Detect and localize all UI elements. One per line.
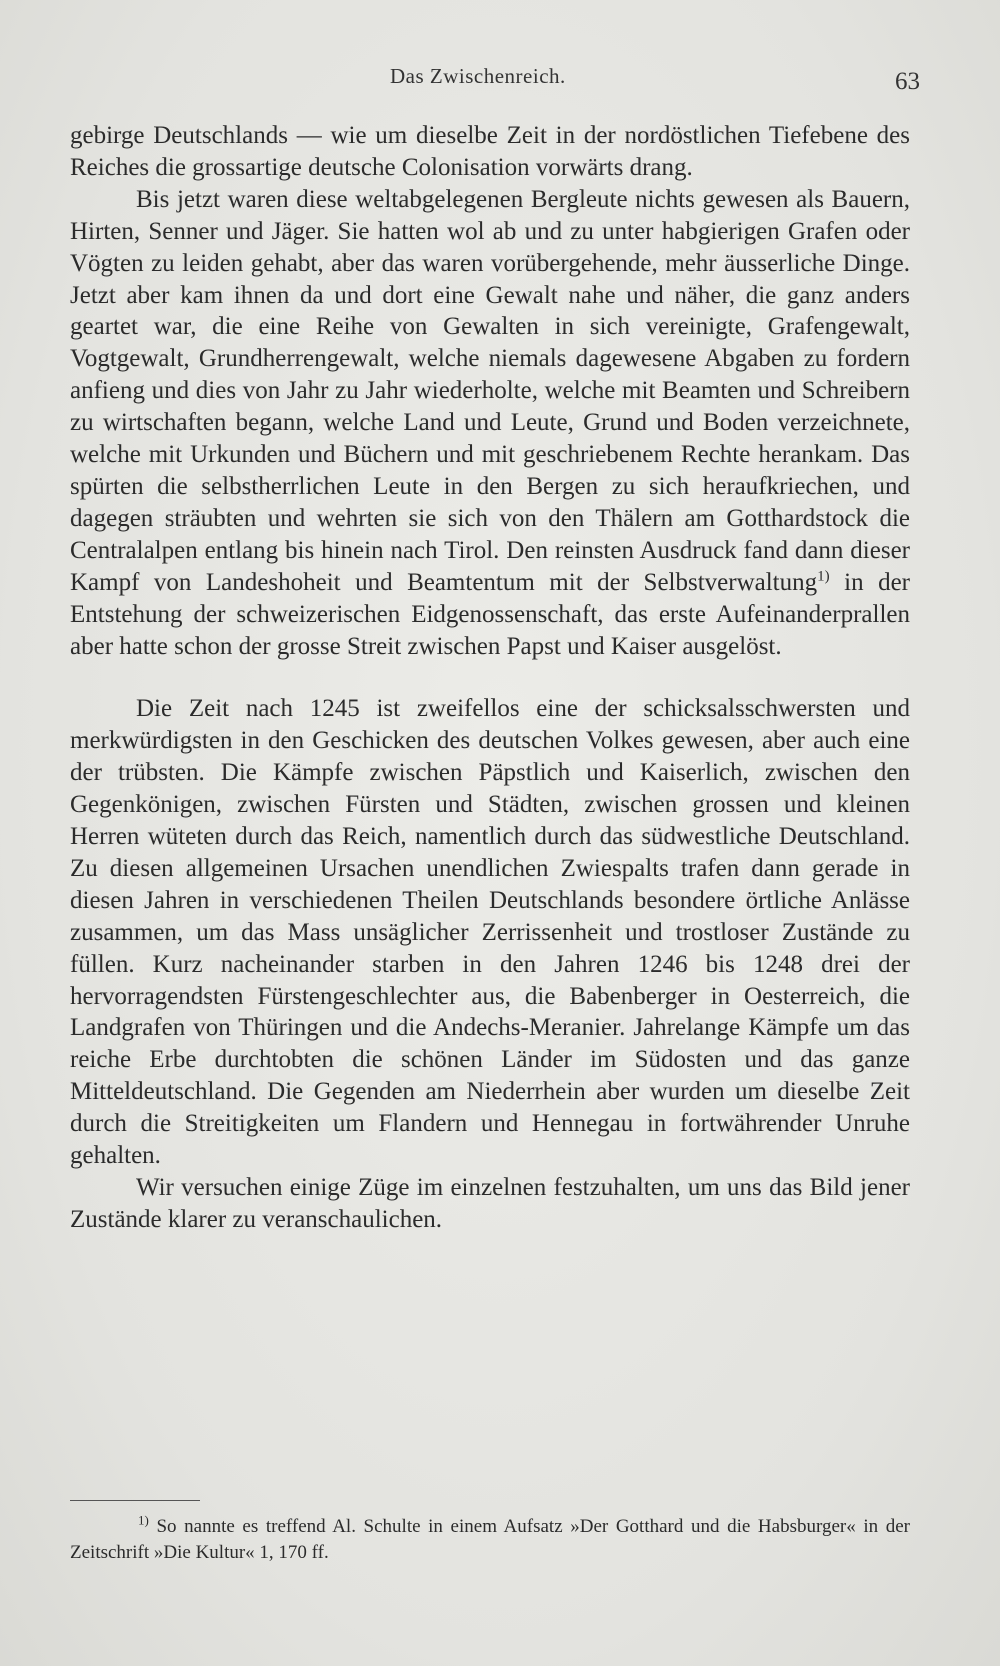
paragraph-mountain-folk (70, 184, 910, 663)
footnote-reference: 1) (817, 568, 830, 585)
body-text (70, 120, 910, 1236)
footnote (70, 1514, 910, 1566)
running-head: Das Zwischenreich. (390, 64, 566, 88)
footnote-text: So nannte es treffend Al. Schulte in einem Aufsatz »Der Gotthard und die Habsburger« in der Zeitschrift »Die Kultur« 1, 170 ff. (70, 1516, 910, 1563)
page-header (70, 64, 920, 100)
footnote-mark: 1) (138, 1512, 149, 1528)
page-number: 63 (895, 68, 920, 95)
paragraph-text-after: in der Entstehung der schweizerischen Eidgenossenschaft, das erste Aufeinanderprallen aber hatte schon der grosse Streit zwischen Papst und Kaiser ausgelöst. (70, 568, 910, 660)
paragraph-interregnum: Die Zeit nach 1245 ist zweifellos eine der schicksalsschwersten und merkwürdigsten in den Geschicken des deutschen Volkes gewesen, aber auch eine der trübsten. Die Kämpfe zwischen Päpstlich und Kaiserlich, zwischen den Gegenkönigen, zwischen Fürsten und Städten, zwischen grossen und kleinen Herren wüteten durch das Reich, namentlich durch das südwestliche Deutschland. Zu diesen allgemeinen Ursachen unendlichen Zwiespalts trafen dann gerade in diesen Jahren in verschiedenen Theilen Deutschlands besondere örtliche Anlässe zusammen, um das Mass unsäglicher Zerrissenheit und trostloser Zustände zu füllen. Kurz nacheinander starben in den Jahren 1246 bis 1248 drei der hervorragendsten Fürstengeschlechter aus, die Babenberger in Oesterreich, die Landgrafen von Thüringen und die Andechs-Meranier. Jahrelange Kämpfe um das reiche Erbe durchtobten die schönen Länder im Südosten und das ganze Mitteldeutschland. Die Gegenden am Niederrhein aber wurden um dieselbe Zeit durch die Streitigkeiten um Flandern und Hennegau in fortwährender Unruhe gehalten. (70, 695, 910, 1170)
paragraph-closing: Wir versuchen einige Züge im einzelnen festzuhalten, um uns das Bild jener Zustände klarer zu veranschaulichen. (70, 1174, 910, 1233)
paragraph-continuation: gebirge Deutschlands — wie um dieselbe Zeit in der nordöstlichen Tiefebene des Reiches die grossartige deutsche Colonisation vorwärts drang. (70, 122, 910, 181)
paragraph-text: Bis jetzt waren diese weltabgelegenen Bergleute nichts gewesen als Bauern, Hirten, Senner und Jäger. Sie hatten wol ab und zu unter habgierigen Grafen oder Vögten zu leiden gehabt, aber das waren vorübergehende, mehr äusserliche Dinge. Jetzt aber kam ihnen da und dort eine Gewalt nahe und näher, die ganz anders geartet war, die eine Reihe von Gewalten in sich vereinigte, Grafengewalt, Vogtgewalt, Grundherrengewalt, welche niemals dagewesene Abgaben zu fordern anfieng und dies von Jahr zu Jahr wiederholte, welche mit Beamten und Schreibern zu wirtschaften begann, welche Land und Leute, Grund und Boden verzeichnete, welche mit Urkunden und Büchern und mit geschriebenem Rechte herankam. Das spürten die selbstherrlichen Leute in den Bergen zu sich heraufkriechen, und dagegen sträubten und wehrten sie sich von den Thälern am Gotthardstock die Centralalpen entlang bis hinein nach Tirol. Den reinsten Ausdruck fand dann dieser Kampf von Landeshoheit und Beamtentum mit der Selbstverwaltung (70, 185, 910, 596)
footnote-separator (70, 1500, 200, 1501)
